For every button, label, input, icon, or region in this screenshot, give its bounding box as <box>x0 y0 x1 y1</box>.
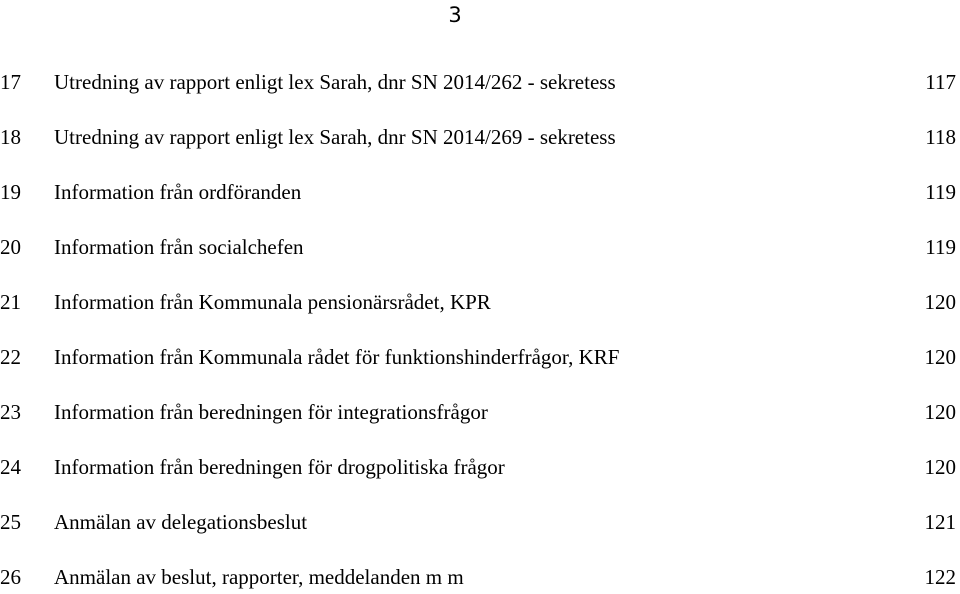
toc-entry-title: Utredning av rapport enligt lex Sarah, dnr SN 2014/262 - sekretess <box>54 70 616 94</box>
toc-entry-title: Anmälan av delegationsbeslut <box>54 510 308 534</box>
toc-entry-title: Utredning av rapport enligt lex Sarah, dnr SN 2014/269 - sekretess <box>54 125 616 149</box>
toc-entry <box>0 454 960 509</box>
toc-entry-title: Information från Kommunala pensionärsrådet, KPR <box>54 290 491 314</box>
toc-entry <box>0 69 960 124</box>
toc-entry-page: 118 <box>925 125 956 149</box>
toc-entry-page: 120 <box>924 455 956 479</box>
toc-entry <box>0 289 960 344</box>
toc-entry-page: 121 <box>924 510 956 534</box>
toc-entry-title: Information från Kommunala rådet för funktionshinderfrågor, KRF <box>54 345 620 369</box>
toc-entry-number: 25 <box>0 510 21 534</box>
toc-entry-number: 22 <box>0 345 21 369</box>
toc-entry <box>0 564 960 594</box>
toc-entry-number: 20 <box>0 235 21 259</box>
toc-entry-title: Information från beredningen för drogpolitiska frågor <box>54 455 505 479</box>
page-number: 3 <box>448 3 462 27</box>
toc-entry-page: 120 <box>924 290 956 314</box>
toc-entry <box>0 124 960 179</box>
toc-entry <box>0 179 960 234</box>
toc-entry-page: 119 <box>925 180 956 204</box>
table-of-contents <box>0 69 960 594</box>
toc-entry-page: 120 <box>924 400 956 424</box>
toc-entry-page: 117 <box>925 70 956 94</box>
toc-entry-page: 120 <box>924 345 956 369</box>
toc-entry-number: 26 <box>0 565 21 589</box>
toc-entry-page: 122 <box>924 565 956 589</box>
toc-entry-number: 17 <box>0 70 21 94</box>
toc-entry-title: Information från beredningen för integrationsfrågor <box>54 400 488 424</box>
toc-entry-number: 21 <box>0 290 21 314</box>
toc-entry-title: Anmälan av beslut, rapporter, meddelanden m m <box>54 565 464 589</box>
toc-entry-title: Information från socialchefen <box>54 235 304 259</box>
toc-entry <box>0 509 960 564</box>
toc-entry-title: Information från ordföranden <box>54 180 302 204</box>
toc-entry-number: 18 <box>0 125 21 149</box>
toc-entry-number: 19 <box>0 180 21 204</box>
toc-entry <box>0 399 960 454</box>
toc-entry <box>0 344 960 399</box>
toc-entry-number: 23 <box>0 400 21 424</box>
toc-entry-number: 24 <box>0 455 21 479</box>
toc-entry <box>0 234 960 289</box>
toc-entry-page: 119 <box>925 235 956 259</box>
